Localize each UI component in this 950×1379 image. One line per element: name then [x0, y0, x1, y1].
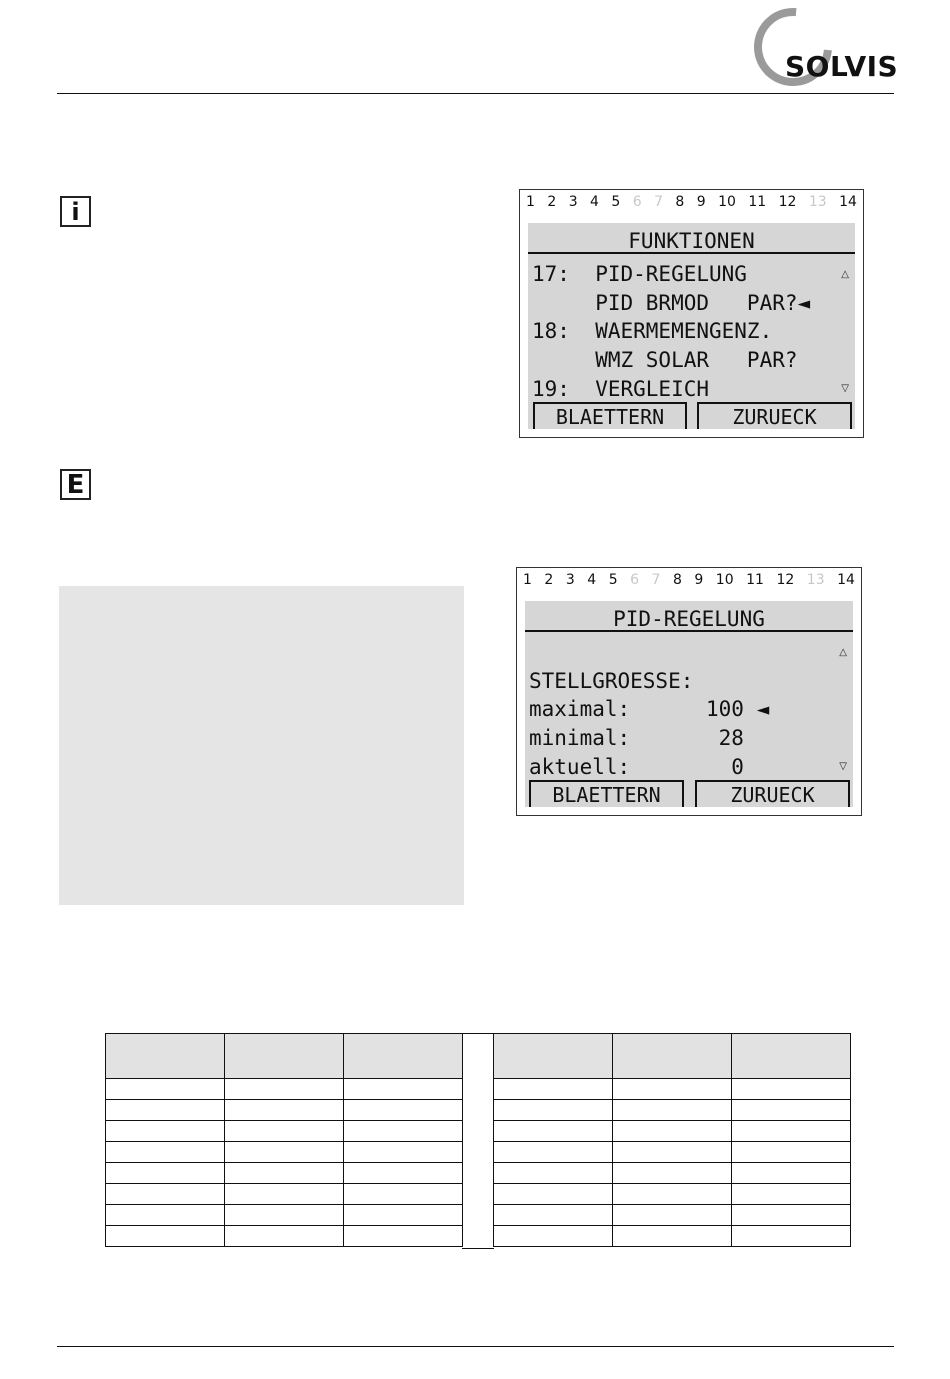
menu-number-strip	[523, 572, 855, 594]
table-header-cell	[732, 1034, 851, 1079]
table-cell	[494, 1100, 613, 1121]
table-header-cell	[494, 1034, 613, 1079]
menu-number: 1	[523, 572, 532, 588]
table-cell	[494, 1205, 613, 1226]
table-row	[106, 1163, 463, 1184]
screen-row: WMZ SOLAR PAR?	[532, 348, 798, 372]
table-cell	[732, 1079, 851, 1100]
table-header-cell	[106, 1034, 225, 1079]
menu-number: 12	[776, 572, 795, 588]
menu-number: 4	[587, 572, 597, 588]
display-funktionen	[519, 189, 864, 438]
grey-note-box	[59, 586, 464, 905]
table-row	[106, 1226, 463, 1247]
table-cell	[494, 1079, 613, 1100]
table-cell	[106, 1121, 225, 1142]
table-cell	[613, 1184, 732, 1205]
table-cell	[344, 1184, 463, 1205]
table-row	[494, 1205, 851, 1226]
table-cell	[225, 1226, 344, 1247]
table-cell	[613, 1226, 732, 1247]
scroll-up-icon: △	[841, 269, 849, 280]
table-cell	[494, 1226, 613, 1247]
menu-number: 3	[565, 572, 575, 588]
menu-number: 13	[806, 572, 825, 588]
table-row	[494, 1079, 851, 1100]
table-row	[106, 1142, 463, 1163]
screen-row: 18: WAERMEMENGENZ.	[532, 319, 773, 343]
table-cell	[106, 1100, 225, 1121]
table-cell	[732, 1142, 851, 1163]
table-cell	[106, 1184, 225, 1205]
table-row	[106, 1184, 463, 1205]
solvis-logo	[748, 6, 898, 88]
table-cell	[732, 1100, 851, 1121]
screen-title: PID-REGELUNG	[525, 601, 853, 632]
table-cell	[106, 1205, 225, 1226]
table-cell	[106, 1226, 225, 1247]
menu-number: 9	[694, 572, 704, 588]
table-cell	[344, 1226, 463, 1247]
table-cell	[732, 1184, 851, 1205]
table-row	[106, 1121, 463, 1142]
menu-number: 9	[696, 194, 706, 210]
table-gap	[462, 1033, 494, 1249]
header-rule	[57, 93, 894, 94]
table-cell	[732, 1163, 851, 1184]
table-cell	[225, 1079, 344, 1100]
table-cell	[225, 1163, 344, 1184]
table-row	[106, 1100, 463, 1121]
screen-row: maximal: 100 ◄	[529, 697, 770, 721]
menu-number: 4	[590, 194, 599, 210]
table-row	[494, 1121, 851, 1142]
menu-number: 7	[651, 572, 661, 588]
menu-number: 8	[672, 572, 682, 588]
lcd-screen	[528, 223, 855, 429]
menu-number: 2	[544, 572, 554, 588]
menu-number: 14	[839, 194, 857, 210]
screen-row: PID BRMOD PAR?◄	[532, 291, 811, 315]
table-cell	[494, 1142, 613, 1163]
table-cell	[494, 1121, 613, 1142]
table-cell	[494, 1163, 613, 1184]
table-row	[106, 1205, 463, 1226]
menu-number: 6	[632, 194, 642, 210]
table-cell	[344, 1205, 463, 1226]
softkey-blaettern[interactable]: BLAETTERN	[529, 780, 684, 807]
display-pid-regelung	[516, 567, 862, 816]
table-cell	[613, 1205, 732, 1226]
table-cell	[225, 1100, 344, 1121]
menu-number: 11	[746, 572, 764, 588]
table-cell	[613, 1163, 732, 1184]
parameter-table-right	[493, 1033, 851, 1247]
table-row	[494, 1163, 851, 1184]
table-cell	[613, 1100, 732, 1121]
menu-number: 8	[675, 194, 685, 210]
table-cell	[613, 1121, 732, 1142]
menu-number: 5	[611, 194, 621, 210]
menu-number: 5	[608, 572, 618, 588]
softkey-blaettern[interactable]: BLAETTERN	[533, 402, 687, 429]
menu-number: 11	[748, 194, 767, 210]
scroll-down-icon: ▽	[839, 761, 847, 772]
scroll-down-icon: ▽	[841, 383, 849, 394]
table-row	[494, 1142, 851, 1163]
menu-number: 13	[808, 194, 827, 210]
softkey-zurueck[interactable]: ZURUECK	[697, 402, 852, 429]
menu-number-strip	[526, 194, 857, 216]
table-cell	[344, 1100, 463, 1121]
table-cell	[344, 1163, 463, 1184]
table-cell	[344, 1079, 463, 1100]
menu-number: 2	[547, 194, 557, 210]
screen-row: 17: PID-REGELUNG	[532, 262, 747, 286]
brand-name: SOLVIS	[785, 50, 899, 83]
menu-number: 10	[715, 572, 734, 588]
table-row	[494, 1100, 851, 1121]
table-row	[494, 1184, 851, 1205]
table-cell	[106, 1079, 225, 1100]
menu-number: 1	[526, 194, 535, 210]
table-header-cell	[613, 1034, 732, 1079]
table-cell	[225, 1121, 344, 1142]
menu-number: 6	[630, 572, 640, 588]
table-cell	[732, 1205, 851, 1226]
menu-number: 7	[654, 194, 663, 210]
table-header-cell	[344, 1034, 463, 1079]
menu-number: 10	[718, 194, 736, 210]
menu-number: 14	[837, 572, 855, 588]
softkey-zurueck[interactable]: ZURUECK	[695, 780, 850, 807]
table-cell	[494, 1184, 613, 1205]
menu-number: 3	[568, 194, 578, 210]
menu-number: 12	[778, 194, 797, 210]
screen-title: FUNKTIONEN	[528, 223, 855, 254]
scroll-up-icon: △	[839, 647, 847, 658]
table-cell	[225, 1205, 344, 1226]
info-icon: i	[60, 196, 91, 227]
table-cell	[732, 1226, 851, 1247]
parameter-table-left	[105, 1033, 463, 1247]
screen-row: minimal: 28	[529, 726, 744, 750]
screen-row: aktuell: 0	[529, 755, 744, 779]
table-header-cell	[225, 1034, 344, 1079]
screen-row: STELLGROESSE:	[529, 669, 694, 693]
e-note-icon: E	[60, 469, 91, 500]
table-row	[494, 1226, 851, 1247]
table-cell	[732, 1121, 851, 1142]
table-cell	[225, 1142, 344, 1163]
table-cell	[613, 1142, 732, 1163]
table-cell	[613, 1079, 732, 1100]
table-cell	[106, 1142, 225, 1163]
table-row	[106, 1079, 463, 1100]
table-cell	[106, 1163, 225, 1184]
table-cell	[225, 1184, 344, 1205]
table-cell	[344, 1142, 463, 1163]
table-cell	[344, 1121, 463, 1142]
lcd-screen	[525, 601, 853, 807]
screen-row: 19: VERGLEICH	[532, 377, 710, 401]
footer-rule	[57, 1346, 894, 1347]
